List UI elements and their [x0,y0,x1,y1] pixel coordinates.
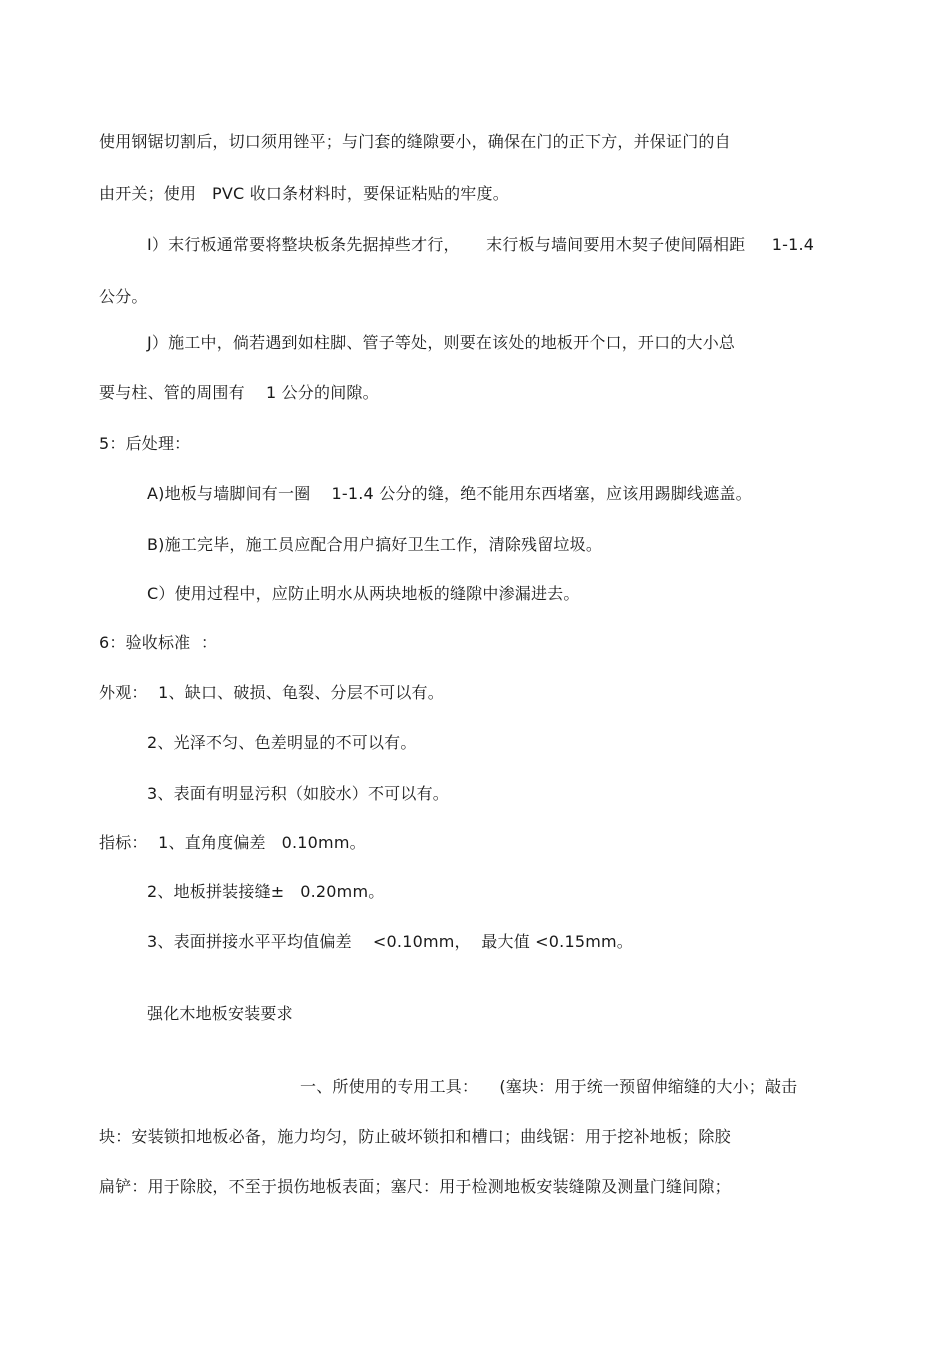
text-line-15: 指标： 1、直角度偏差 0.10mm。 [99,833,366,852]
section-title-laminate: 强化木地板安装要求 [147,1004,293,1023]
text-line-21: 扁铲：用于除胶，不至于损伤地板表面；塞尺：用于检测地板安装缝隙及测量门缝间隙； [99,1177,731,1196]
text-line-3: I）末行板通常要将整块板条先据掉些才行， 末行板与墙间要用木契子使间隔相距 1-1.4 [147,235,815,254]
text-line-19: 一、所使用的专用工具： (塞块：用于统一预留伸缩缝的大小；敲击 [300,1077,798,1096]
section-heading-acceptance: 6：验收标准 ： [99,633,218,652]
text-line-1: 使用钢锯切割后，切口须用锉平；与门套的缝隙要小，确保在门的正下方，并保证门的自 [99,132,731,151]
text-line-17: 3、表面拼接水平平均值偏差 <0.10mm， 最大值 <0.15mm。 [147,932,633,951]
text-line-2: 由开关；使用 PVC 收口条材料时，要保证粘贴的牢度。 [99,184,509,203]
text-line-16: 2、地板拼装接缝± 0.20mm。 [147,882,385,901]
section-heading-post-processing: 5：后处理： [99,434,191,453]
text-line-12: 外观： 1、缺口、破损、龟裂、分层不可以有。 [99,683,444,702]
text-line-8: A)地板与墙脚间有一圈 1-1.4 公分的缝，绝不能用东西堵塞，应该用踢脚线遮盖。 [147,484,752,503]
text-line-4: 公分。 [99,287,148,306]
text-line-5: J）施工中，倘若遇到如柱脚、管子等处，则要在该处的地板开个口，开口的大小总 [147,333,736,352]
text-line-9: B)施工完毕，施工员应配合用户搞好卫生工作，清除残留垃圾。 [147,535,603,554]
text-line-14: 3、表面有明显污积（如胶水）不可以有。 [147,784,449,803]
text-line-20: 块：安装锁扣地板必备，施力均匀，防止破坏锁扣和槽口；曲线锯：用于挖补地板；除胶 [99,1127,731,1146]
text-line-10: C）使用过程中，应防止明水从两块地板的缝隙中渗漏进去。 [147,584,580,603]
text-line-13: 2、光泽不匀、色差明显的不可以有。 [147,733,417,752]
text-line-6: 要与柱、管的周围有 1 公分的间隙。 [99,383,379,402]
